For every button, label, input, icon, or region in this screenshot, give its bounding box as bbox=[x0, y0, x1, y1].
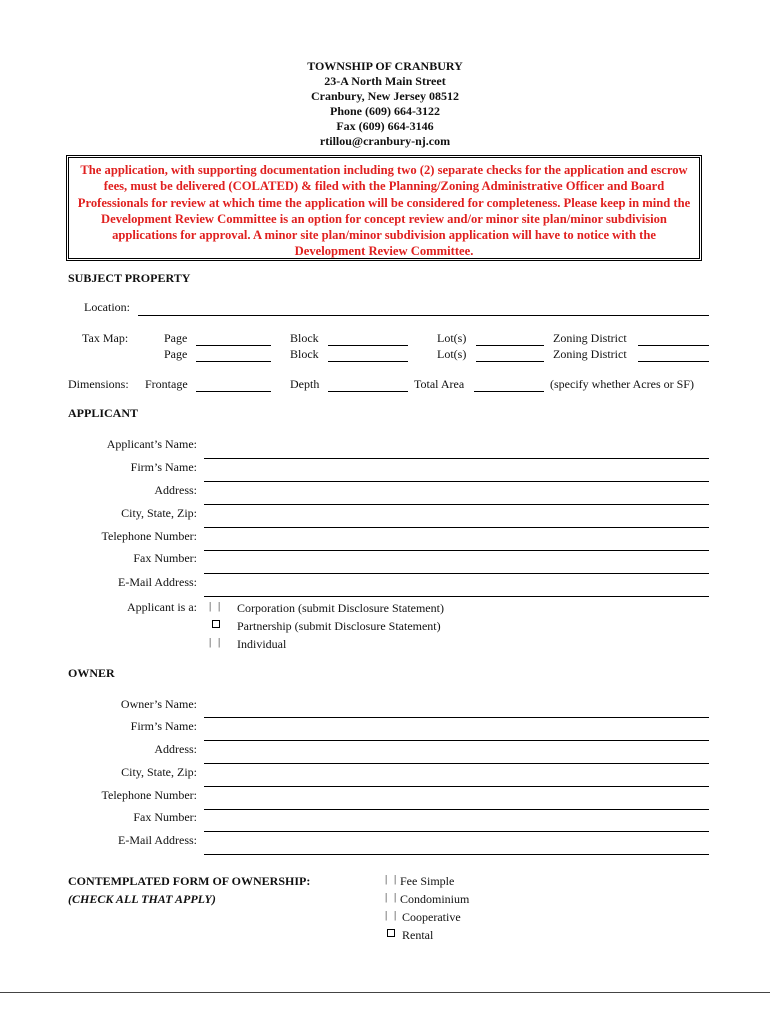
owner-phone-label: Telephone Number: bbox=[101, 788, 197, 802]
applicant-firm-label: Firm’s Name: bbox=[130, 460, 197, 474]
owner-fax-field[interactable] bbox=[204, 831, 709, 832]
partnership-checkbox[interactable] bbox=[212, 620, 220, 628]
phone-number: Phone (609) 664-3122 bbox=[330, 104, 440, 118]
applicant-address-field[interactable] bbox=[204, 504, 709, 505]
condominium-option: Condominium bbox=[400, 892, 470, 906]
street-address: 23-A North Main Street bbox=[324, 74, 446, 88]
zoning-field[interactable] bbox=[638, 361, 709, 362]
applicant-phone-label: Telephone Number: bbox=[101, 529, 197, 543]
frontage-field[interactable] bbox=[196, 391, 271, 392]
applicant-email-label: E-Mail Address: bbox=[118, 575, 197, 589]
zoning-label: Zoning District bbox=[553, 331, 627, 345]
ownership-heading: CONTEMPLATED FORM OF OWNERSHIP: bbox=[68, 874, 311, 888]
notice-text: The application, with supporting documentation including two (2) separate checks for the application and escrow fees, must be delivered (COLATED) & filed with the Planning/Zoning Administrative Officer and Board Professionals for review at which time the application will be considered for completeness. Please keep in mind the Development Review Committee is an option for concept review and/or minor site plan/minor subdivision applications for approval. A minor site plan/minor subdivision application will have to notice with the Development Review Committee. bbox=[77, 163, 691, 259]
individual-option: Individual bbox=[237, 637, 287, 651]
depth-field[interactable] bbox=[328, 391, 408, 392]
owner-heading: OWNER bbox=[68, 666, 115, 680]
owner-name-field[interactable] bbox=[204, 717, 709, 718]
corporation-checkbox[interactable]: | | bbox=[209, 600, 223, 612]
block-label: Block bbox=[290, 331, 319, 345]
fee-simple-option: Fee Simple bbox=[400, 874, 455, 888]
area-note: (specify whether Acres or SF) bbox=[550, 377, 694, 391]
location-field[interactable] bbox=[138, 315, 709, 316]
applicant-fax-field[interactable] bbox=[204, 573, 709, 574]
applicant-firm-field[interactable] bbox=[204, 481, 709, 482]
frontage-label: Frontage bbox=[145, 377, 188, 391]
zoning-label: Zoning District bbox=[553, 347, 627, 361]
cooperative-option: Cooperative bbox=[402, 910, 461, 924]
rental-option: Rental bbox=[402, 928, 434, 942]
applicant-city-label: City, State, Zip: bbox=[121, 506, 197, 520]
ownership-subtitle: (CHECK ALL THAT APPLY) bbox=[68, 892, 216, 906]
lots-label: Lot(s) bbox=[437, 331, 467, 345]
lots-field[interactable] bbox=[476, 361, 544, 362]
applicant-type-label: Applicant is a: bbox=[127, 600, 197, 614]
applicant-heading: APPLICANT bbox=[68, 406, 139, 420]
total-area-field[interactable] bbox=[474, 391, 544, 392]
notice-box bbox=[66, 155, 702, 261]
applicant-city-field[interactable] bbox=[204, 527, 709, 528]
page-field[interactable] bbox=[196, 345, 271, 346]
owner-fax-label: Fax Number: bbox=[133, 810, 197, 824]
owner-email-label: E-Mail Address: bbox=[118, 833, 197, 847]
rental-checkbox[interactable] bbox=[387, 929, 395, 937]
subject-property-heading: SUBJECT PROPERTY bbox=[68, 271, 191, 285]
lots-label: Lot(s) bbox=[437, 347, 467, 361]
fee-simple-checkbox[interactable]: | | bbox=[385, 873, 399, 885]
owner-firm-label: Firm’s Name: bbox=[130, 719, 197, 733]
fax-number: Fax (609) 664-3146 bbox=[336, 119, 434, 133]
page-divider bbox=[0, 992, 770, 993]
org-name: TOWNSHIP OF CRANBURY bbox=[307, 59, 463, 73]
city-address: Cranbury, New Jersey 08512 bbox=[311, 89, 459, 103]
zoning-field[interactable] bbox=[638, 345, 709, 346]
page-label: Page bbox=[164, 347, 188, 361]
block-field[interactable] bbox=[328, 361, 408, 362]
applicant-address-label: Address: bbox=[154, 483, 197, 497]
block-label: Block bbox=[290, 347, 319, 361]
page-label: Page bbox=[164, 331, 188, 345]
owner-city-label: City, State, Zip: bbox=[121, 765, 197, 779]
applicant-name-field[interactable] bbox=[204, 458, 709, 459]
partnership-option: Partnership (submit Disclosure Statement) bbox=[237, 619, 441, 633]
applicant-fax-label: Fax Number: bbox=[133, 551, 197, 565]
lots-field[interactable] bbox=[476, 345, 544, 346]
applicant-name-label: Applicant’s Name: bbox=[106, 437, 197, 451]
applicant-phone-field[interactable] bbox=[204, 550, 709, 551]
individual-checkbox[interactable]: | | bbox=[209, 636, 223, 648]
owner-name-label: Owner’s Name: bbox=[120, 697, 197, 711]
cooperative-checkbox[interactable]: | | bbox=[385, 909, 399, 921]
owner-email-field[interactable] bbox=[204, 854, 709, 855]
owner-address-field[interactable] bbox=[204, 763, 709, 764]
depth-label: Depth bbox=[290, 377, 320, 391]
block-field[interactable] bbox=[328, 345, 408, 346]
owner-phone-field[interactable] bbox=[204, 809, 709, 810]
location-label: Location: bbox=[84, 300, 130, 314]
email-address: rtillou@cranbury-nj.com bbox=[319, 134, 451, 148]
condominium-checkbox[interactable]: | | bbox=[385, 891, 399, 903]
owner-city-field[interactable] bbox=[204, 786, 709, 787]
dimensions-label: Dimensions: bbox=[68, 377, 129, 391]
owner-firm-field[interactable] bbox=[204, 740, 709, 741]
page-field[interactable] bbox=[196, 361, 271, 362]
applicant-email-field[interactable] bbox=[204, 596, 709, 597]
owner-address-label: Address: bbox=[154, 742, 197, 756]
tax-map-label: Tax Map: bbox=[82, 331, 129, 345]
corporation-option: Corporation (submit Disclosure Statement) bbox=[237, 601, 444, 615]
total-area-label: Total Area bbox=[414, 377, 465, 391]
